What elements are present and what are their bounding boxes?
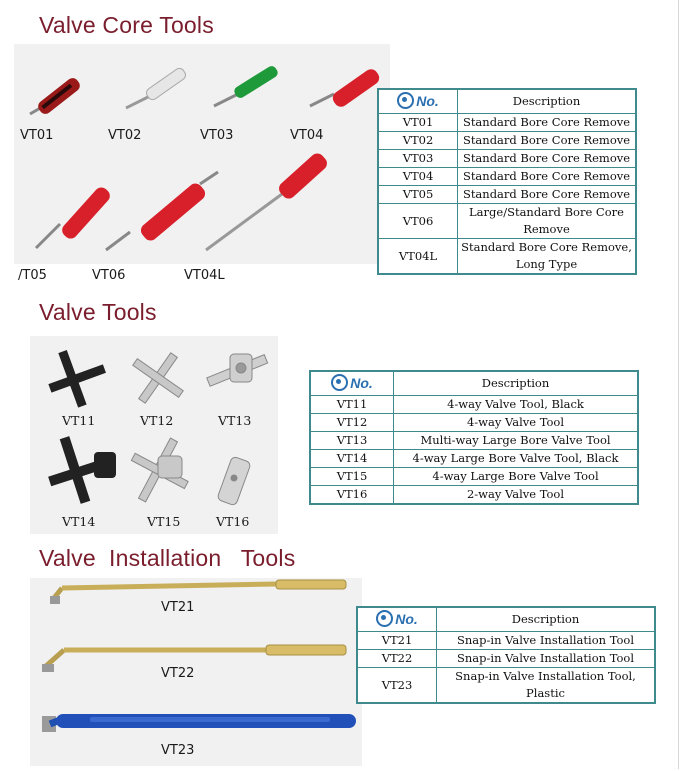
table-row <box>310 396 638 414</box>
vt13-tool-image <box>207 354 268 386</box>
cell-desc: 4-way Valve Tool <box>394 414 639 432</box>
table-row <box>357 632 655 650</box>
table-row <box>378 168 636 186</box>
section-title-core: Valve Core Tools <box>39 12 214 38</box>
col-no-header: No. <box>378 89 458 114</box>
table-row <box>357 668 655 704</box>
label-vt06: VT06 <box>92 268 126 283</box>
label-vt14: VT14 <box>62 514 96 529</box>
col-desc-header: Description <box>458 89 637 114</box>
cell-desc: Multi-way Large Bore Valve Tool <box>394 432 639 450</box>
table-row <box>357 650 655 668</box>
cell-desc: 2-way Valve Tool <box>394 486 639 505</box>
cell-desc: 4-way Valve Tool, Black <box>394 396 639 414</box>
vt11-tool-image <box>48 350 106 408</box>
label-vt23: VT23 <box>161 743 195 758</box>
install-tools-photo <box>30 578 362 766</box>
vt04l-tool-image <box>206 151 330 250</box>
page-right-border <box>678 0 679 769</box>
label-vt15: VT15 <box>147 514 181 529</box>
table-row <box>378 150 636 168</box>
no-icon <box>331 374 348 391</box>
valve-tools-illustration <box>30 336 278 534</box>
cell-no: VT12 <box>310 414 394 432</box>
vt02-tool-image <box>126 66 187 108</box>
cell-no: VT22 <box>357 650 437 668</box>
cell-no: VT01 <box>378 114 458 132</box>
vt21-tool-image <box>50 580 346 604</box>
cell-desc: Snap-in Valve Installation Tool <box>437 650 656 668</box>
label-vt22: VT22 <box>161 666 195 681</box>
col-desc-header: Description <box>394 371 639 396</box>
cell-desc: Snap-in Valve Installation Tool <box>437 632 656 650</box>
label-vt13: VT13 <box>218 413 252 428</box>
cell-desc: Standard Bore Core Remove, Long Type <box>458 239 637 275</box>
label-vt04l: VT04L <box>184 268 225 283</box>
cell-no: VT04 <box>378 168 458 186</box>
label-vt03: VT03 <box>200 128 234 143</box>
label-vt01: VT01 <box>20 128 54 143</box>
label-vt11: VT11 <box>62 413 96 428</box>
cell-no: VT02 <box>378 132 458 150</box>
core-tools-photo <box>14 44 390 264</box>
cell-no: VT16 <box>310 486 394 505</box>
vt05-tool-image <box>36 185 113 248</box>
label-vt02: VT02 <box>108 128 142 143</box>
cell-no: VT23 <box>357 668 437 704</box>
table-header-row <box>310 371 638 396</box>
table-row <box>310 468 638 486</box>
cell-no: VT13 <box>310 432 394 450</box>
cell-no: VT21 <box>357 632 437 650</box>
vt23-tool-image <box>42 714 356 732</box>
table-row <box>310 414 638 432</box>
table-row <box>378 132 636 150</box>
table-row <box>378 239 636 275</box>
valve-tools-photo <box>30 336 278 534</box>
core-tools-illustration <box>14 44 390 264</box>
cell-no: VT15 <box>310 468 394 486</box>
label-vt21: VT21 <box>161 600 195 615</box>
vt03-tool-image <box>214 64 280 106</box>
install-tools-table <box>356 606 656 704</box>
install-tools-illustration <box>30 578 362 766</box>
valve-tools-table <box>309 370 639 505</box>
cell-desc: Large/Standard Bore Core Remove <box>458 204 637 239</box>
col-no-header: No. <box>357 607 437 632</box>
cell-no: VT06 <box>378 204 458 239</box>
no-icon <box>376 610 393 627</box>
vt04-tool-image <box>310 67 382 110</box>
cell-desc: Standard Bore Core Remove <box>458 132 637 150</box>
cell-no: VT14 <box>310 450 394 468</box>
cell-desc: Standard Bore Core Remove <box>458 114 637 132</box>
table-header-row <box>357 607 655 632</box>
cell-no: VT03 <box>378 150 458 168</box>
cell-no: VT04L <box>378 239 458 275</box>
cell-desc: Standard Bore Core Remove <box>458 150 637 168</box>
cell-no: VT05 <box>378 186 458 204</box>
cell-desc: Standard Bore Core Remove <box>458 168 637 186</box>
col-desc-header: Description <box>437 607 656 632</box>
core-tools-table <box>377 88 637 275</box>
table-row <box>310 486 638 505</box>
section-title-valve: Valve Tools <box>39 299 157 325</box>
cell-desc: Standard Bore Core Remove <box>458 186 637 204</box>
vt01-tool-image <box>30 76 82 117</box>
table-row <box>378 114 636 132</box>
label-vt04: VT04 <box>290 128 324 143</box>
vt16-tool-image <box>217 456 252 506</box>
cell-desc: 4-way Large Bore Valve Tool, Black <box>394 450 639 468</box>
table-row <box>378 204 636 239</box>
no-icon <box>397 92 414 109</box>
cell-no: VT11 <box>310 396 394 414</box>
col-no-header: No. <box>310 371 394 396</box>
label-vt12: VT12 <box>140 413 174 428</box>
cell-desc: Snap-in Valve Installation Tool, Plastic <box>437 668 656 704</box>
table-header-row <box>378 89 636 114</box>
vt06-tool-image <box>106 172 218 250</box>
label-vt05: /T05 <box>18 268 47 283</box>
table-row <box>310 450 638 468</box>
vt14-tool-image <box>48 436 116 504</box>
table-row <box>310 432 638 450</box>
cell-desc: 4-way Large Bore Valve Tool <box>394 468 639 486</box>
vt15-tool-image <box>131 438 188 502</box>
section-title-install: Valve Installation Tools <box>39 545 296 571</box>
label-vt16: VT16 <box>216 514 250 529</box>
vt12-tool-image <box>133 353 183 403</box>
table-row <box>378 186 636 204</box>
